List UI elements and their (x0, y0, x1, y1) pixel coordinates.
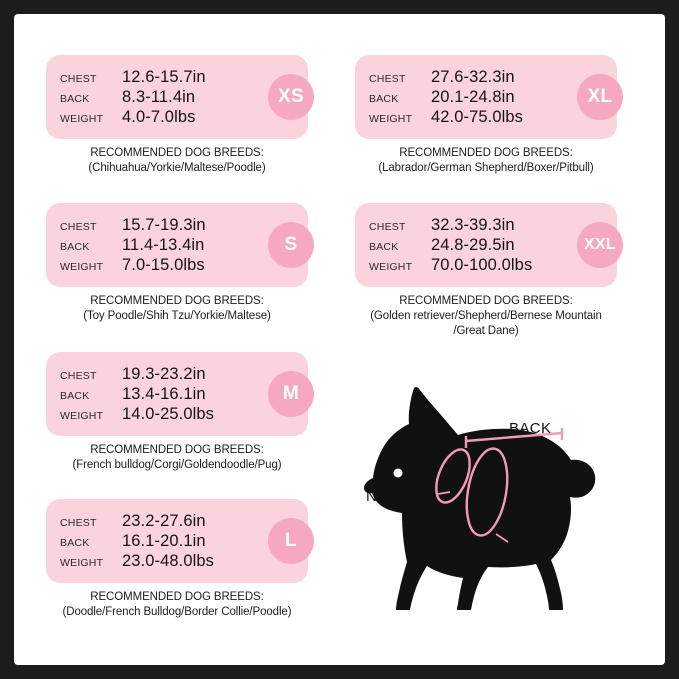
breeds-block (46, 146, 308, 176)
weight-value: 4.0-7.0lbs (122, 107, 196, 126)
chest-label: CHEST (60, 369, 97, 382)
back-label: BACK (60, 240, 90, 253)
breeds-block (46, 294, 308, 324)
weight-value: 7.0-15.0lbs (122, 255, 205, 274)
measurement-row-back (60, 532, 296, 551)
breeds-list: (Labrador/German Shepherd/Boxer/Pitbull) (378, 162, 594, 175)
weight-value: 70.0-100.0lbs (431, 255, 533, 274)
breeds-title: RECOMMENDED DOG BREEDS: (399, 147, 573, 159)
chest-label: CHEST (60, 516, 97, 529)
back-label: BACK (60, 536, 90, 549)
weight-value: 23.0-48.0lbs (122, 551, 215, 570)
size-card-xs (46, 55, 308, 176)
measurement-row-back (60, 236, 296, 255)
measurement-row-chest (369, 68, 605, 87)
measurement-row-chest (60, 512, 296, 531)
size-badge-l: L (268, 518, 314, 564)
chest-value: 27.6-32.3in (431, 67, 515, 86)
breeds-list: (Doodle/French Bulldog/Border Collie/Poodle) (62, 606, 292, 619)
size-panel (46, 352, 308, 436)
back-value: 11.4-13.4in (122, 235, 205, 254)
weight-label: WEIGHT (60, 112, 104, 125)
breeds-list: (French bulldog/Corgi/Goldendoodle/Pug) (72, 459, 282, 472)
breeds-title: RECOMMENDED DOG BREEDS: (399, 295, 573, 307)
weight-label: WEIGHT (369, 112, 413, 125)
weight-label: WEIGHT (60, 409, 104, 422)
measurement-row-weight (369, 108, 605, 127)
measurement-row-chest (60, 68, 296, 87)
back-value: 20.1-24.8in (431, 87, 515, 106)
chest-value: 15.7-19.3in (122, 215, 206, 234)
breeds-block (355, 146, 617, 176)
size-card-s (46, 203, 308, 324)
size-badge-xs: XS (268, 74, 314, 120)
breeds-title: RECOMMENDED DOG BREEDS: (90, 444, 264, 456)
breeds-title: RECOMMENDED DOG BREEDS: (90, 295, 264, 307)
size-card-m (46, 352, 308, 473)
diagram-label-chest: CHEST (504, 541, 557, 558)
measurement-row-back (369, 236, 605, 255)
weight-label: WEIGHT (60, 556, 104, 569)
breeds-title: RECOMMENDED DOG BREEDS: (90, 591, 264, 603)
breeds-block (46, 443, 308, 473)
measurement-row-weight (369, 256, 605, 275)
back-label: BACK (369, 240, 399, 253)
size-badge-xxl: XXL (577, 222, 623, 268)
back-label: BACK (369, 92, 399, 105)
back-value: 13.4-16.1in (122, 384, 206, 403)
size-card-xxl (355, 203, 617, 340)
chest-value: 32.3-39.3in (431, 215, 515, 234)
weight-label: WEIGHT (60, 260, 104, 273)
back-label: BACK (60, 92, 90, 105)
chest-value: 19.3-23.2in (122, 364, 206, 383)
dog-measurement-diagram (354, 366, 654, 636)
weight-value: 14.0-25.0lbs (122, 404, 215, 423)
size-badge-s: S (268, 222, 314, 268)
measurement-row-back (60, 88, 296, 107)
breeds-list: (Chihuahua/Yorkie/Maltese/Poodle) (88, 162, 266, 175)
size-panel (355, 203, 617, 287)
measurement-row-chest (60, 365, 296, 384)
breeds-title: RECOMMENDED DOG BREEDS: (90, 147, 264, 159)
size-badge-xl: XL (577, 74, 623, 120)
measurement-row-chest (369, 216, 605, 235)
chest-label: CHEST (369, 72, 406, 85)
size-card-l (46, 499, 308, 620)
size-panel (46, 499, 308, 583)
weight-label: WEIGHT (369, 260, 413, 273)
breeds-block (46, 590, 308, 620)
chest-value: 23.2-27.6in (122, 511, 206, 530)
measurement-row-weight (60, 405, 296, 424)
breeds-block (355, 294, 617, 340)
chest-label: CHEST (60, 220, 97, 233)
back-label: BACK (60, 389, 90, 402)
back-value: 24.8-29.5in (431, 235, 515, 254)
chest-value: 12.6-15.7in (122, 67, 206, 86)
diagram-label-back: BACK (509, 420, 552, 437)
size-card-xl (355, 55, 617, 176)
breeds-list: (Golden retriever/Shepherd/Bernese Mountain /Great Dane) (370, 310, 602, 338)
measurement-row-back (60, 385, 296, 404)
measurement-row-weight (60, 256, 296, 275)
weight-value: 42.0-75.0lbs (431, 107, 524, 126)
size-panel (355, 55, 617, 139)
measurement-row-weight (60, 108, 296, 127)
chest-label: CHEST (60, 72, 97, 85)
back-value: 16.1-20.1in (122, 531, 206, 550)
size-chart-card (14, 14, 665, 665)
diagram-label-neck: NECK (366, 488, 410, 505)
measurement-row-back (369, 88, 605, 107)
breeds-list: (Toy Poodle/Shih Tzu/Yorkie/Maltese) (83, 310, 271, 323)
size-grid (14, 14, 665, 665)
back-value: 8.3-11.4in (122, 87, 196, 106)
size-panel (46, 203, 308, 287)
chest-label: CHEST (369, 220, 406, 233)
measurement-row-chest (60, 216, 296, 235)
size-badge-m: M (268, 371, 314, 417)
measurement-row-weight (60, 552, 296, 571)
size-panel (46, 55, 308, 139)
